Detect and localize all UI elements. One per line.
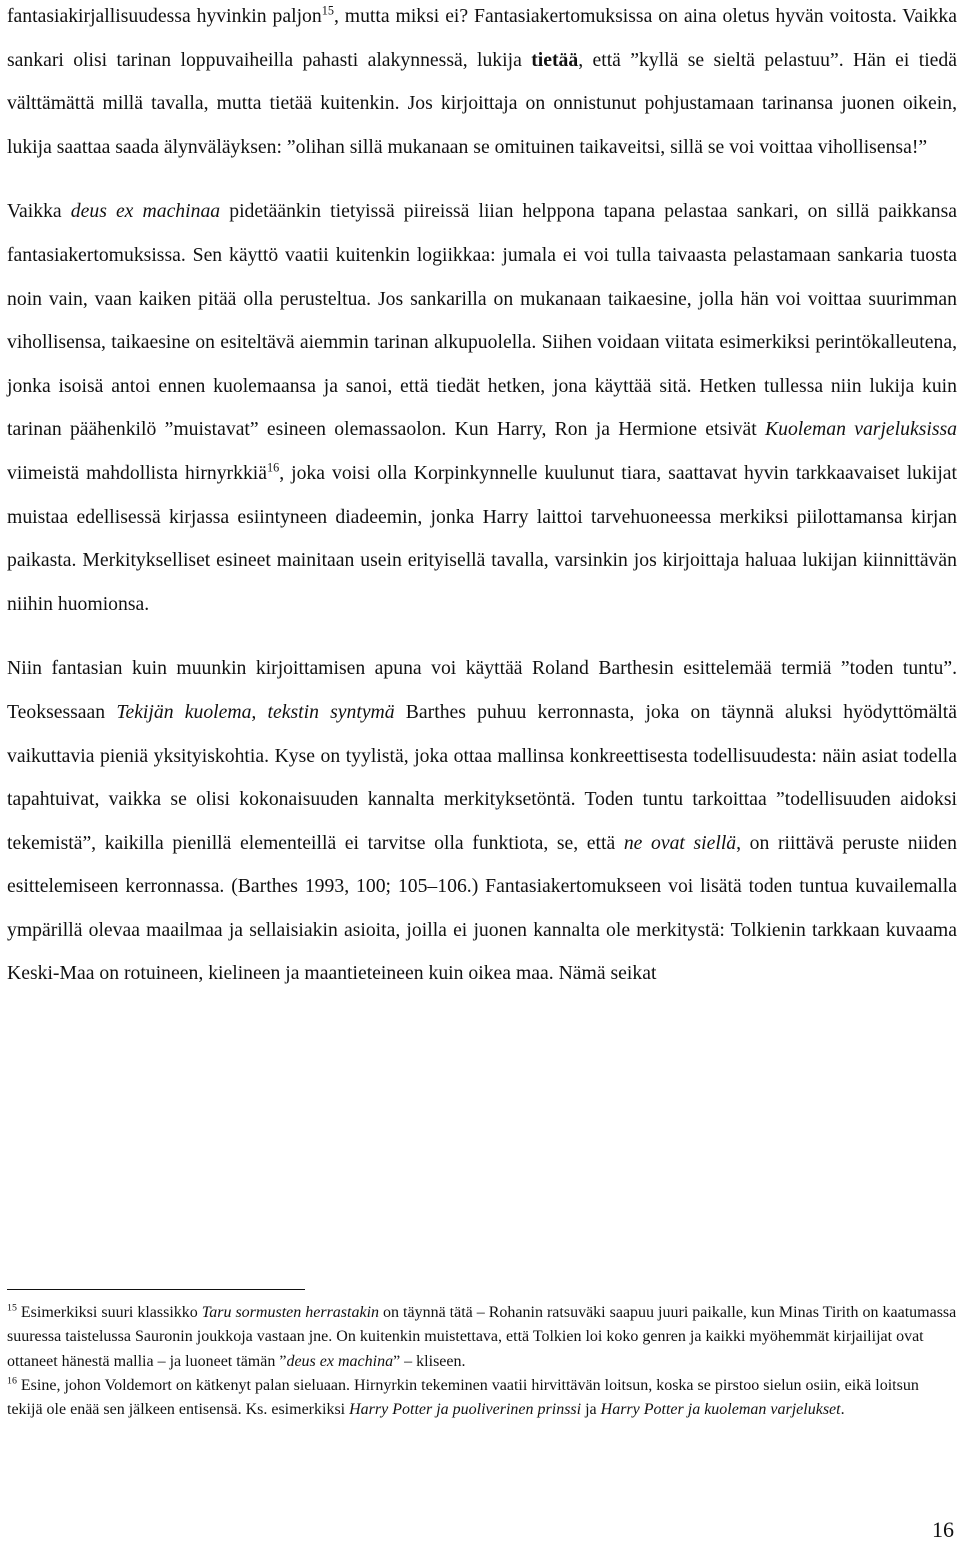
footnote-15: $^{15}$ Esimerkiksi suuri klassikko Taru sormusten herrastakin on täynnä tätä – Rohanin ratsuväki saapuu juuri paikalle, kun Minas Tirith on kaatumassa suuressa taistelussa Sauronin joukkoja vastaan jne. On kuitenkin muistettava, että Tolkien loi koko genren ja kaikki myöhemmät kirjailijat ovat ottaneet hänestä mallia – ja luoneet tämän ”deus ex machina” – kliseen. [7,1302,957,1370]
italic-run: deus ex machina [286,1352,394,1370]
footnote-marker: 15 [321,3,334,18]
footnotes [7,1301,957,1422]
bold-run: tietää [531,48,579,71]
italic-run: ne ovat siellä [623,831,737,854]
body-paragraph-1: fantasiakirjallisuudessa hyvinkin paljon$^{15}$, mutta miksi ei? Fantasiakertomuksissa on aina oletus hyvän voitosta. Vaikka sankari olisi tarinan loppuvaiheilla pahasti alakynnessä, lukija tietää, että ”kyllä se sieltä pelastuu”. Hän ei tiedä välttämättä millä tavalla, mutta tietää kuitenkin. Jos kirjoittaja on onnistunut pohjustamaan tarinansa juonen oikein, lukija saattaa saada älynväläyksen: ”olihan sillä mukanaan se omituinen taikaveitsi, sillä se voi voittaa vihollisensa!” [7,3,957,158]
italic-run: Harry Potter ja kuoleman varjelukset [600,1401,841,1419]
footnote-marker: 16 [7,1375,17,1387]
document-page [7,0,957,996]
page-number: 16 [932,1517,954,1542]
body-paragraph-3: Niin fantasian kuin muunkin kirjoittamisen apuna voi käyttää Roland Barthesin esittelemää termiä ”toden tuntu”. Teoksessaan Tekijän kuolema, tekstin syntymä Barthes puhuu kerronnasta, joka on täynnä aluksi hyödyttömältä vaikuttavia pieniä yksityiskohtia. Kyse on tyylistä, joka ottaa mallinsa konkreettisesta todellisuudesta: näin asiat todella tapahtuivat, vaikka se olisi kokonaisuuden kannalta merkityksetöntä. Toden tuntu tarkoittaa ”todellisuuden aidoksi tekemistä”, kaikilla pienillä elementeillä ei tarvitse olla funktiota, se, että ne ovat siellä, on riittävä peruste niiden esittelemiseen kerronnassa. (Barthes 1993, 100; 105–106.) Fantasiakertomukseen voi lisätä toden tuntua kuvailemalla ympärillä olevaa maailmaa ja sellaisiakin asioita, joilla ei juonen kannalta ole merkitystä: Tolkienin tarkkaan kuvaama Keski-Maa on rotuineen, kielineen ja maantieteineen kuin oikea maa. Nämä seikat [7,657,957,985]
italic-run: Kuoleman varjeluksissa [764,418,958,441]
footnote-16: $^{16}$ Esine, johon Voldemort on kätkenyt palan sieluaan. Hirnyrkin tekeminen vaatii hirvittävän loitsun, koska se pirstoo sielun osiin, eikä loitsun tekijä ole enää sen jälkeen entisensä. Ks. esimerkiksi Harry Potter ja puoliverinen prinssi ja Harry Potter ja kuoleman varjelukset. [7,1375,919,1419]
italic-run: Taru sormusten herrastakin [201,1304,380,1321]
footnote-separator [7,1289,305,1290]
italic-run: Harry Potter ja puoliverinen prinssi [349,1401,582,1419]
italic-run: Tekijän kuolema, tekstin syntymä [116,700,395,723]
italic-run: deus ex machinaa [70,200,221,223]
footnote-marker: 16 [267,460,280,475]
body-paragraph-2: Vaikka deus ex machinaa pidetäänkin tietyissä piireissä liian helppona tapana pelastaa sankari, on sillä paikkansa fantasiakertomuksissa. Sen käyttö vaatii kuitenkin logiikkaa: jumala ei voi tulla taivaasta pelastamaan sankaria tuosta noin vain, vaan kaiken pitää olla perusteltua. Jos sankarilla on mukanaan taikaesine, jolla hän voi voittaa suurimman vihollisensa, taikaesine on esiteltävä aiemmin tarinan alkupuolella. Siihen voidaan viitata esimerkiksi perintökalleutena, jonka isoisä antoi ennen kuolemaansa ja sanoi, että tiedät hetken, jona käyttää sitä. Hetken tullessa niin lukija kuin tarinan päähenkilö ”muistavat” esineen olemassaolon. Kun Harry, Ron ja Hermione etsivät Kuoleman varjeluksissa viimeistä mahdollista hirnyrkkiä$^{16}$, joka voisi olla Korpinkynnelle kuulunut tiara, saattavat hyvin tarkkaavaiset lukijat muistaa edellisessä kirjassa esiintyneen diadeemin, jonka Harry laittoi tarvehuoneessa merkiksi piilottamansa kirjan paikasta. Merkitykselliset esineet mainitaan usein erityisellä tavalla, varsinkin jos kirjoittaja haluaa lukijan kiinnittävän niihin huomionsa. [7,200,958,615]
footnote-marker: 15 [7,1302,17,1314]
